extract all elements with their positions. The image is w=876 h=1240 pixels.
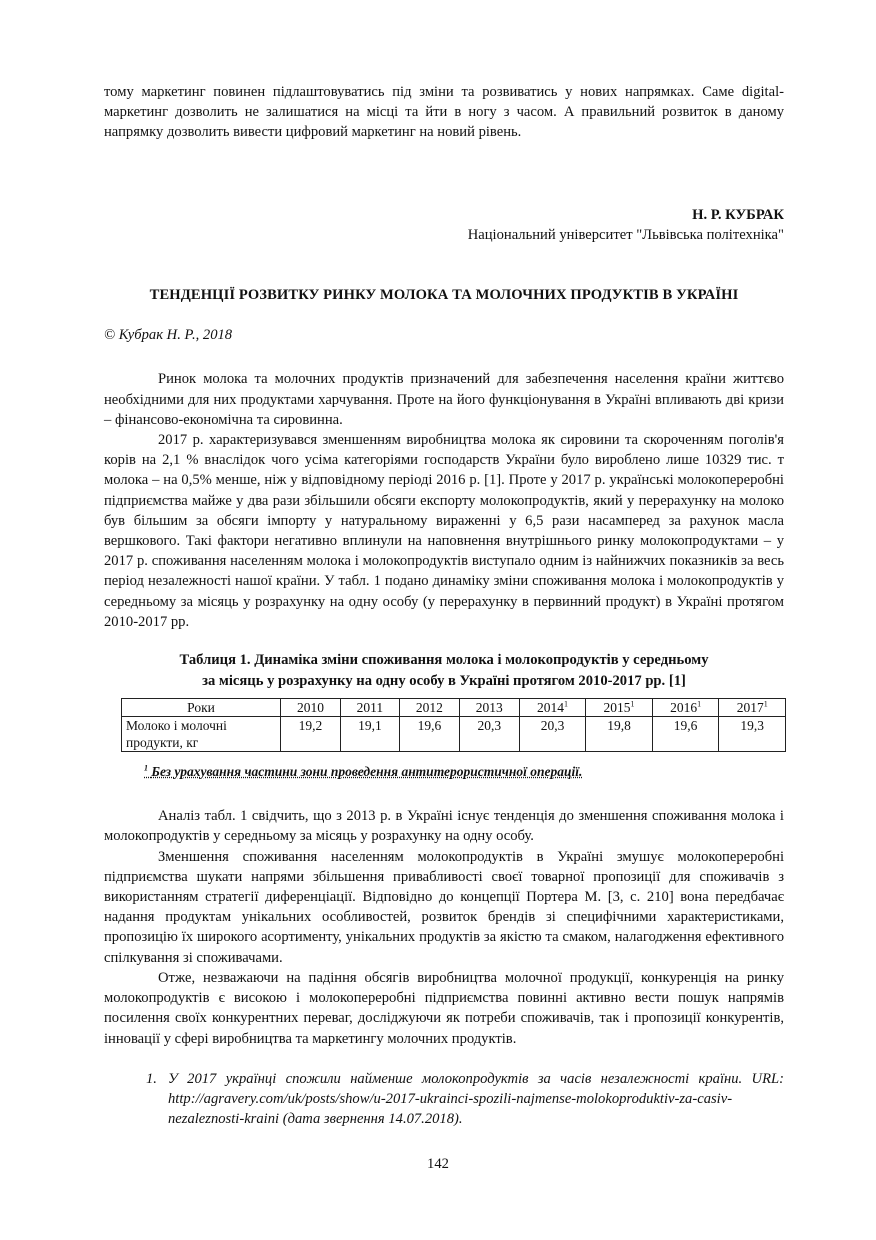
year-cell: 2015$^1$ xyxy=(586,699,653,717)
article-title: ТЕНДЕНЦІЇ РОЗВИТКУ РИНКУ МОЛОКА ТА МОЛОЧНИХ ПРОДУКТІВ В УКРАЇНІ xyxy=(149,287,739,304)
value-cell: 19,6 xyxy=(399,717,459,752)
document-page xyxy=(104,82,784,1129)
table-header-label: Роки xyxy=(122,699,281,717)
year-cell: 2016$^1$ xyxy=(652,699,719,717)
year-footnote-mark: 1 xyxy=(630,699,635,709)
body-paragraph: 2017 р. характеризувався зменшенням виробництва молока як сировини та скороченням поголів'я корів на 2,1 % внаслідок чого усіма категоріями господарств України було вироблено лише 10329 тис. т молока – на 0,5% менше, ніж у відповідному періоді 2016 р. [1]. Проте у 2017 р. українські молокопереробні підприємства майже у два рази збільшили обсяги експорту молокопродуктів, який у перерахунку на молоко був більшим за обсяги імпорту у натуральному вираженні у 6,5 рази насамперед за рахунок масла вершкового. Такі фактори негативно вплинули на наповнення внутрішнього ринку молокопродуктами – у 2017 р. споживання населенням молока і молокопродуктів виступало одним із найнижчих показників за весь період незалежності нашої країни. У табл. 1 подано динаміку зміни споживання молока і молокопродуктів у середньому за місяць у розрахунку на одну особу (у перерахунку в первинний продукт) в Україні протягом 2010-2017 рр. xyxy=(104,432,784,630)
year-footnote-mark: 1 xyxy=(763,699,768,709)
intro-paragraph: тому маркетинг повинен підлаштовуватись під зміни та розвиватись у нових напрямках. Саме digital-маркетинг дозволить не залишатися на місці та йти в ногу з часом. А правильний розвиток в даному напрямку дозволить вивести цифровий маркетинг на новий рівень. xyxy=(104,84,784,141)
reference-list xyxy=(104,1069,784,1130)
year-cell: 2011 xyxy=(340,699,399,717)
footnote-text: Без урахування частини зони проведення антитерористичної операції. xyxy=(151,764,583,780)
body-paragraph: Зменшення споживання населенням молокопродуктів в Україні змушує молокопереробні підприємства шукати напрями збільшення привабливості своєї товарної пропозиції для споживачів з використанням стратегії диференціації. Відповідно до концепції Портера М. [3, с. 210] вона передбачає надання продуктам унікальних особливостей, розвиток брендів зі специфічними характеристиками, пропозицію їх широкого асортименту, унікальних продуктів за якістю та смаком, налагодження ефективного спілкування зі споживачами. xyxy=(104,848,784,966)
consumption-table xyxy=(121,698,786,752)
reference-item xyxy=(104,1069,784,1130)
value-cell: 19,3 xyxy=(719,717,786,752)
value-cell: 20,3 xyxy=(459,717,519,752)
year-footnote-mark: 1 xyxy=(564,699,568,709)
table-header-row xyxy=(122,699,786,717)
author-name: Н. Р. КУБРАК xyxy=(692,206,784,223)
copyright-line: © Кубрак Н. Р., 2018 xyxy=(104,327,233,344)
body-paragraph: Аналіз табл. 1 свідчить, що з 2013 р. в Україні існує тенденція до зменшення споживання молока і молокопродуктів у середньому за місяць у розрахунку на одну особу. xyxy=(104,808,784,845)
reference-text: У 2017 українці спожили найменше молокопродуктів за часів незалежності країни. URL: http://agravery.com/uk/posts/show/u-2017-ukrainci-spozili-najmense-molokoproduktiv-za-casiv-nezaleznosti-kraini (дата звернення 14.07.2018). xyxy=(168,1070,784,1128)
row-label: Молоко і молочні продукти, кг xyxy=(122,717,281,752)
body-section-1 xyxy=(104,369,784,632)
year-cell: 2012 xyxy=(399,699,459,717)
value-cell: 19,1 xyxy=(340,717,399,752)
table-row xyxy=(122,717,786,752)
value-cell: 19,8 xyxy=(586,717,653,752)
table-caption xyxy=(104,650,784,692)
footnote-mark: 1 xyxy=(144,763,148,773)
value-cell: 19,2 xyxy=(281,717,341,752)
body-paragraph: Ринок молока та молочних продуктів призначений для забезпечення населення країни життєво необхідними для них продуктами харчування. Проте на його функціонування в Україні впливають дві кризи – фінансово-економічна та сировинна. xyxy=(104,371,784,428)
year-cell: 2017$^1$ xyxy=(719,699,786,717)
value-cell: 20,3 xyxy=(519,717,586,752)
year-footnote-mark: 1 xyxy=(697,699,702,709)
table-caption-line-2: за місяць у розрахунку на одну особу в Україні протягом 2010-2017 рр. [1] xyxy=(202,673,686,690)
author-block xyxy=(104,205,784,245)
author-affiliation: Національний університет "Львівська політехніка" xyxy=(467,226,784,243)
table-footnote xyxy=(144,762,784,782)
page-number: 142 xyxy=(427,1156,449,1172)
body-section-2 xyxy=(104,806,784,1048)
table-caption-line-1: Таблиця 1. Динаміка зміни споживання молока і молокопродуктів у середньому xyxy=(179,652,709,669)
reference-number: 1. xyxy=(146,1070,157,1087)
year-cell: 2010 xyxy=(281,699,341,717)
body-paragraph: Отже, незважаючи на падіння обсягів виробництва молочної продукції, конкуренція на ринку молокопродуктів є високою і молокопереробні підприємства повинні активно вести пошук напрямів посилення своїх конкурентних переваг, досліджуючи як потреби споживачів, так і пропозиції конкурентів, інновації у сфері виробництва та маркетингу молочних продуктів. xyxy=(104,969,784,1047)
value-cell: 19,6 xyxy=(652,717,719,752)
year-cell: 2014$^1$ xyxy=(519,699,586,717)
year-cell: 2013 xyxy=(459,699,519,717)
